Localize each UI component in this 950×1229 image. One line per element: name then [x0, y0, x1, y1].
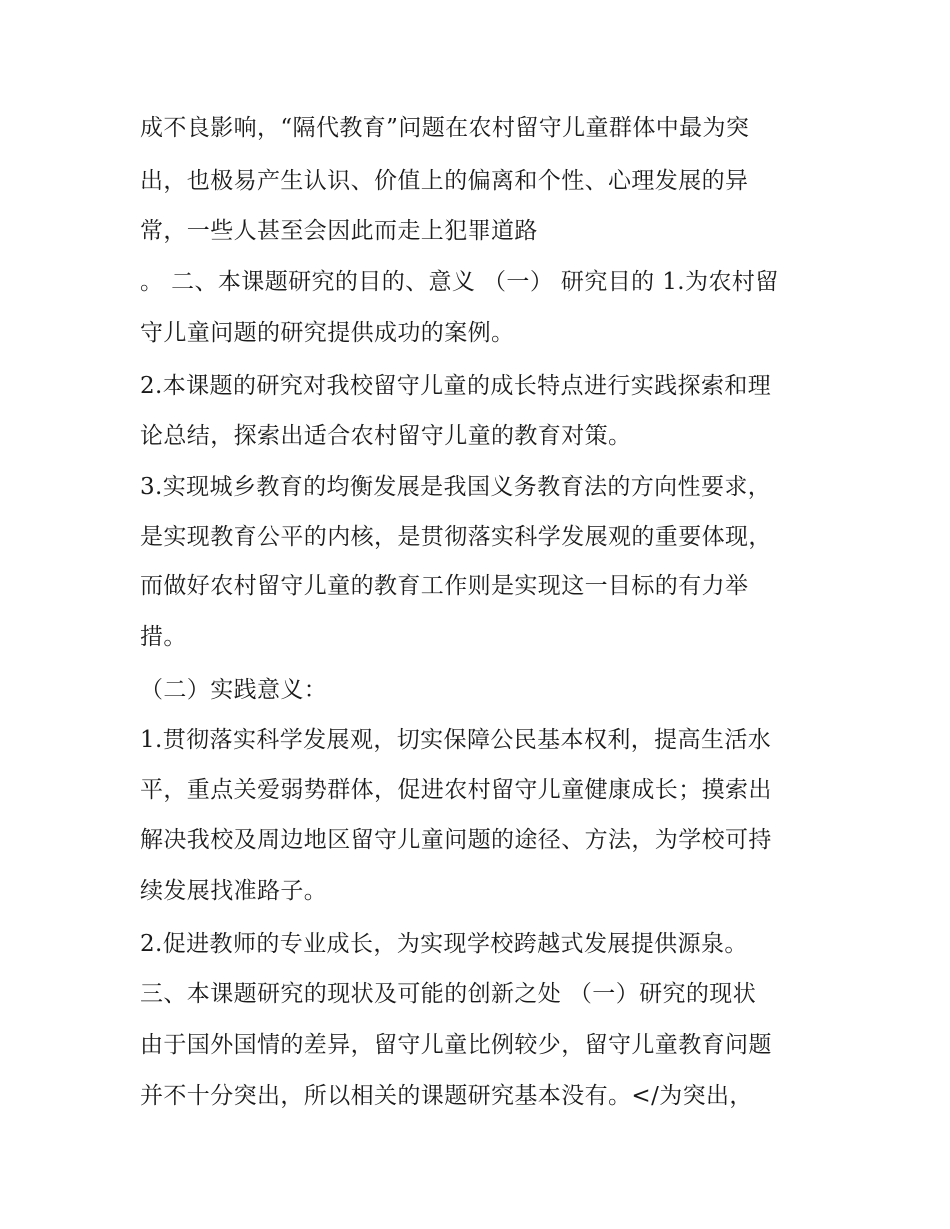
section-heading: 三、本课题研究的现状及可能的创新之处 （一）研究的现状 [140, 981, 757, 1007]
text-line: 是实现教育公平的内核，是贯彻落实科学发展观的重要体现， [140, 524, 772, 550]
text-line: 3.实现城乡教育的均衡发展是我国义务教育法的方向性要求， [140, 474, 772, 500]
text-line: 2.促进教师的专业成长，为实现学校跨越式发展提供源泉。 [140, 931, 748, 957]
text-line: 论总结，探索出适合农村留守儿童的教育对策。 [140, 423, 632, 449]
text-line: 解决我校及周边地区留守儿童问题的途径、方法，为学校可持 [140, 827, 772, 853]
text-line: 续发展找准路子。 [140, 878, 328, 904]
text-line: 。 二、本课题研究的目的、意义 （一） 研究目的 1.为农村留 [140, 269, 779, 295]
text-line: 措。 [140, 624, 187, 650]
section-heading: （二）实践意义： [140, 677, 328, 703]
text-line: 守儿童问题的研究提供成功的案例。 [140, 320, 515, 346]
text-line: 2.本课题的研究对我校留守儿童的成长特点进行实践探索和理 [140, 373, 772, 399]
text-line: 并不十分突出，所以相关的课题研究基本没有。</为突出， [140, 1083, 753, 1109]
text-line: 成不良影响，“隔代教育”问题在农村留守儿童群体中最为突 [140, 115, 750, 141]
text-line: 而做好农村留守儿童的教育工作则是实现这一目标的有力举 [140, 573, 749, 599]
text-line: 出，也极易产生认识、价值上的偏离和个性、心理发展的异 [140, 168, 749, 194]
text-line: 常，一些人甚至会因此而走上犯罪道路 [140, 218, 538, 244]
text-line: 平，重点关爱弱势群体，促进农村留守儿童健康成长；摸索出 [140, 777, 772, 803]
text-line: 由于国外国情的差异，留守儿童比例较少，留守儿童教育问题 [140, 1032, 772, 1058]
text-line: 1.贯彻落实科学发展观，切实保障公民基本权利，提高生活水 [140, 727, 772, 753]
